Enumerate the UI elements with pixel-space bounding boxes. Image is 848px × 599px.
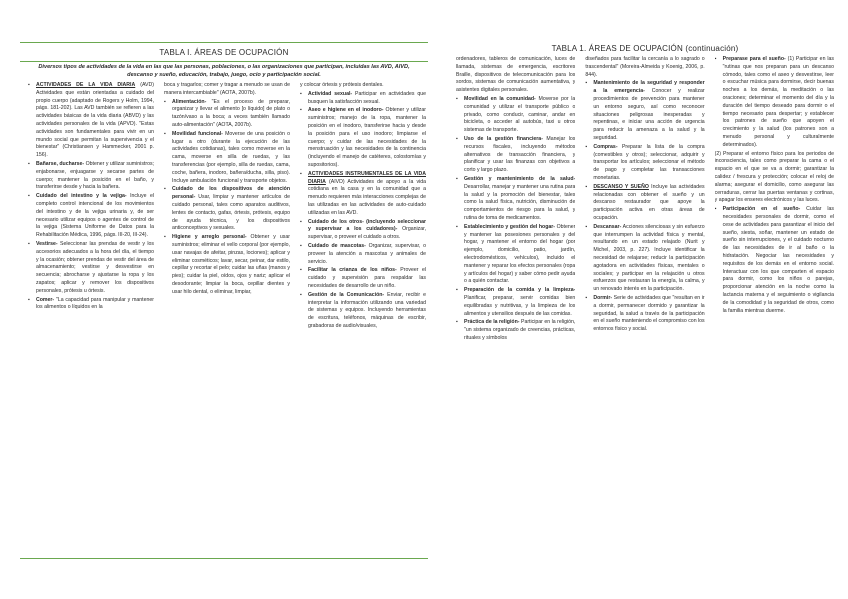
item-text: Obtener y mantener las posesiones personales y del hogar, y mantener el entorno del hogar (por ejemplo, domicilio, patio, jardín, electrodomésticos, vehículos), incluido el mantener y reparar los efectos personales (ropa y artículos del hogar) y saber cómo pedir ayuda o a quién contactar. xyxy=(464,223,576,285)
title-underline xyxy=(20,61,428,62)
continued-text xyxy=(164,82,290,98)
item-title: Bañarse, ducharse- xyxy=(36,160,85,167)
item-text: y colocar órtesis y prótesis dentales. xyxy=(300,82,384,88)
right-page-title: TABLA 1. ÁREAS DE OCUPACIÓN (continuación) xyxy=(551,44,739,53)
list-item xyxy=(585,224,704,294)
item-title: Actividad sexual- xyxy=(308,90,353,97)
item-title: Preparación de la comida y la limpieza- xyxy=(464,287,576,294)
item-title: Gestión de la Comunicación- xyxy=(308,291,385,298)
item-title: Cuidado de los otros- (incluyendo seleccionar y supervisar a los cuidadores)- xyxy=(308,218,426,233)
right-column-1 xyxy=(456,56,575,578)
list-item xyxy=(28,161,154,192)
item-text: Acciones silenciosas y sin esfuerzo que interrumpen la actividad física y mental, resultando en un estado relajado (Nurit y Michel, 2003, p. 227). Incluye identificar la necesidad de relajarse; reducir la participación agotadora en actividades físicas, mentales o sociales; y participar en la relajación u otros esfuerzos que restauran la energía, la calma, y un renovado interés en la participación. xyxy=(593,223,705,293)
list-item xyxy=(164,131,290,186)
item-title: Higiene y arreglo personal- xyxy=(172,234,247,241)
item-text: Obtener y utilizar suministros; manejo de la ropa, mantener la posición en el inodoro, transferirse hacia y desde la posición para el uso inodoro; limpiarse el cuerpo; y cuidar de las necesidades de la menstruación y las necesidades de la continencia (incluyendo el manejo de catéteres, colostomías y supositorios). xyxy=(308,107,426,168)
item-text: boca y tragarlos; comer y tragar a menudo se usan de manera intercambiable" (AOTA, 2007b). xyxy=(164,82,290,96)
right-column-3 xyxy=(715,56,834,578)
item-text: Organizar, supervisar, o proveer el cuidado a otros. xyxy=(308,226,426,241)
item-title: Gestión y mantenimiento de la salud- xyxy=(464,175,576,182)
list-item xyxy=(456,96,575,135)
list-item xyxy=(300,243,426,266)
item-text: Serie de actividades que "resultan en ir a dormir, permanecer dormido y garantizar la seguridad, la salud a través de la participación en el sueño manteniendo el compromiso con los entornos físico y social. xyxy=(593,294,705,333)
list-item xyxy=(585,144,704,183)
item-title: Vestirse- xyxy=(36,240,58,247)
item-title: Cuidado de mascotas- xyxy=(308,242,366,249)
item-text: (2) Preparar el entorno físico para los periodos de inconsciencia, tales como preparar la cama o el espacio en el que se va a dormir; garantizar la calidez / frescura y protección; colocar el reloj de alarma; asegurar el domicilio, como asegurar las cerraduras, cerrar las puertas ventanas y cortinas, y apagar los enseres electrónicos y las luces. xyxy=(714,150,834,204)
item-text: "Es el proceso de preparar, organizar y llevar el alimento [o líquido] de plato o tazón/vaso a la boca; a veces también llamado auto-alimentación" (AOTA, 2007b). xyxy=(172,98,290,128)
list-item xyxy=(300,267,426,290)
list-item xyxy=(164,99,290,130)
item-title: Facilitar la crianza de los niños- xyxy=(308,267,397,274)
list-item xyxy=(300,219,426,242)
left-page-title: TABLA I. ÁREAS DE OCUPACIÓN xyxy=(159,48,289,57)
item-title: Aseo e higiene en el inodoro- xyxy=(308,107,384,114)
table-subtitle: Diversos tipos de actividades de la vida en las que las personas, poblaciones, o las organizaciones que participan, incluidas las AVD, AIVD, descanso y sueño, educación, trabajo, juego, ocio y participación social. xyxy=(38,64,410,78)
item-title: ACTIVIDADES INSTRUMENTALES DE LA VIDA DIARIA xyxy=(308,170,426,185)
continued-text xyxy=(300,82,426,90)
item-text: (1) Participar en las "rutinas que nos preparan para un descanso cómodo, tales como el aseo y desvestirse, leer o escuchar música para dormirse, decir buenas noches a los demás, la meditación o las oraciones; determinar el momento del día y la duración del tiempo deseado para dormir o el tiempo necesario para despertar; y establecer los patrones de sueño que apoyen el crecimiento y la salud (los patrones son a menudo personal y culturalmente determinados). xyxy=(722,56,834,148)
left-page xyxy=(20,38,428,578)
list-item xyxy=(715,56,834,150)
item-title: Mantenimiento de la seguridad y responder a la emergencia- xyxy=(593,80,705,95)
item-text: Moverse por la comunidad y utilizar el transporte público o privado, como conducir, caminar, andar en bicicleta, o acceder al autobús, taxi u otros sistemas de transporte. xyxy=(464,95,576,134)
item-text: Usar, limpiar y mantener artículos de cuidado personal, tales como aparatos auditivos, lentes de contacto, gafas, órtesis, prótesis, equipo de ayuda técnica, y los dispositivos anticonceptivos y sexuales. xyxy=(172,194,290,232)
item-text: Cuidar las necesidades personales de dormir, como el cese de actividades para garantizar el inicio del sueño, siesta, soñar, mantener un estado de sueño sin interrupciones, y el cuidado nocturno de las necesidades de ir al baño o la hidratación. Negociar las necesidades y requisitos de los demás en el entorno social. Interactuar con los que comparten el espacio para dormir, como los niños o parejas, proporcionar atención en la noche como la lactancia materna y el seguimiento o vigilancia de la comodidad y la seguridad de otros, como la familia mientras duerme. xyxy=(722,206,834,314)
item-text: Obtener y utilizar suministros; enjabonarse, enjuagarse y secarse partes de cuerpo; mantener la posición en el baño, y transferirse desde y hacia la bañera. xyxy=(36,160,154,191)
item-text: Manejar los recursos fiscales, incluyendo métodos alternativos de transacción financiera, y planificar y usar las finanzas con objetivos a corto y largo plazo. xyxy=(464,135,576,174)
left-column-1 xyxy=(28,82,154,572)
list-item xyxy=(300,292,426,331)
item-title: Práctica de la religión- xyxy=(464,319,520,326)
item-text: (AIVD) Actividades de apoyo a la vida cotidiana en la casa y en la comunidad que a menudo requieren más interacciones complejas de las utilizadas en las actividades de auto-cuidado utilizadas en las AVD. xyxy=(308,178,426,216)
list-item xyxy=(456,319,575,342)
item-title: Uso de la gestión financiera- xyxy=(464,135,543,142)
item-title: Movilidad funcional- xyxy=(172,130,223,137)
item-text: Preparar la lista de la compra (comestibles y otros); seleccionar, adquirir y transportar los artículos; seleccionar el método de pago y completar las transacciones monetarias. xyxy=(593,143,705,181)
item-title: Cuidado de los dispositivos de atención personal- xyxy=(172,186,290,201)
list-item xyxy=(164,234,290,296)
left-columns xyxy=(28,82,426,572)
list-item xyxy=(456,224,575,286)
list-item xyxy=(300,91,426,107)
item-text: Moverse de una posición o lugar a otro (durante la ejecución de las actividades cotidianas), tales como moverse en la cama, moverse en silla de ruedas, y las transferencias (por ejemplo, silla de ruedas, cama, coche, bañera, inodoro, bañera/ducha, silla, piso). Incluye ambulación funcional y transporte objetos. xyxy=(172,130,290,184)
item-text: Obtener y usar suministros; eliminar el vello corporal (por ejemplo, usar navajas de afeitar, pinzas, lociones); aplicar y eliminar cosméticos; lavar, secar, peinar, dar estilo, cepillar y recortar el pelo; cuidar las uñas (manos y pies); cuidar la piel, oídos, ojos y nariz; aplicar el desodorante; limpiar la boca, cepillar dientes y usar hilo dental, o eliminar, limpiar, xyxy=(172,234,290,295)
item-text: Seleccionar las prendas de vestir y los accesorios adecuados a la hora del día, el tiempo y la ocasión; obtener prendas de vestir del área de almacenamiento; vestirse y desvestirse en secuencia; abrocharse y ajustarse la ropa y los zapatos; aplicar y remover los dispositivos personales, prótesis u órtesis. xyxy=(36,240,154,294)
item-text: Desarrollar, manejar y mantener una rutina para la salud y la promoción del bienestar, tales como la salud física, nutrición, disminución de comportamientos de riesgo para la salud, y rutina de toma de medicamentos. xyxy=(464,183,576,221)
continued-text xyxy=(456,56,575,95)
item-text: Planificar, preparar, servir comidas bien equilibradas y nutritivas, y la limpieza de los alimentos y utensilios después de las comidas. xyxy=(464,294,576,317)
left-column-2 xyxy=(164,82,290,572)
item-text: (AVD) Actividades que están orientadas a cuidado del propio cuerpo (adaptado de Rogers y Holm, 1994, págs. 181-202). Las AVD también se refieren a las actividades básicas de la vida diaria (ABVD) y las actividades personales de la vida (APVD). "Estas actividades son fundamentales para vivir en un mundo social que permitan la supervivencia y el bienestar" (Christiansen y Hammecker, 2001 p. 156). xyxy=(36,82,154,159)
bottom-rule xyxy=(20,558,428,559)
list-item xyxy=(28,241,154,296)
item-title: Movilidad en la comunidad- xyxy=(464,95,536,102)
item-text: Incluye el completo control intencional de los movimientos del intestino y de la vejiga urinaria y, de ser necesario utilizar equipos o agentes de control de la vejiga (Sistema Uniforme de Datos para la Rehabilitación Médica, 1996, págs. III-20, III-24). xyxy=(36,193,154,239)
item-title: Compras- xyxy=(593,143,618,150)
list-item xyxy=(585,80,704,142)
list-item xyxy=(585,295,704,334)
continued-text xyxy=(585,56,704,79)
item-title: Comer- xyxy=(36,296,55,303)
list-item xyxy=(456,176,575,223)
item-title: Preparase para el sueño- xyxy=(722,56,786,62)
list-item xyxy=(585,184,704,223)
item-title: ACTIVIDADES DE LA VIDA DIARIA xyxy=(36,82,136,88)
item-text: Organizar, supervisar, o proveer la atención a mascotas y animales de servicio. xyxy=(308,242,426,265)
list-item xyxy=(715,206,834,315)
item-title: Cuidado del intestino y la vejiga- xyxy=(36,193,127,200)
list-item xyxy=(28,82,154,160)
item-text: Conocer y realizar procedimientos de prevención para mantener un entorno seguro, así como reconocer situaciones peligrosas inesperadas y repentinas, e iniciar una acción de urgencia para reducir la amenaza a la salud y la seguridad. xyxy=(593,88,705,141)
item-text: diseñados para facilitar la cercanía a lo sagrado o trascendental" (Moreira-Almeida y Koenig, 2006, p. 844). xyxy=(585,56,705,78)
list-item xyxy=(28,297,154,313)
item-title: Descansar- xyxy=(593,223,622,230)
list-item xyxy=(456,136,575,175)
item-text: ordenadores, tableros de comunicación, luces de llamada, sistemas de emergencia, escritores Braille, dispositivos de telecomunicación para los sordos, sistemas de comunicación aumentativa, y asistentes digitales personales. xyxy=(456,56,576,94)
item-text: Participar en actividades que busquen la satisfacción sexual. xyxy=(308,90,426,105)
right-column-2 xyxy=(585,56,704,578)
list-item xyxy=(300,171,426,218)
continued-text xyxy=(715,151,834,206)
list-item xyxy=(28,193,154,240)
item-title: Alimentación- xyxy=(172,98,207,105)
item-text: Participar en la religión, "un sistema organizado de creencias, prácticas, rituales y símbolos xyxy=(464,319,576,341)
list-item xyxy=(456,287,575,318)
right-page xyxy=(456,38,834,578)
item-title: Establecimiento y gestión del hogar- xyxy=(464,223,556,230)
list-item xyxy=(300,107,426,169)
item-text: Enviar, recibir e interpretar la información utilizando una variedad de sistemas y equipos. Incluyendo herramientas de escritura, teléfonos, máquinas de escribir, grabadoras de audio/visuales, xyxy=(308,291,426,329)
top-rule xyxy=(20,42,428,43)
left-column-3 xyxy=(300,82,426,572)
item-title: Dormir- xyxy=(593,294,613,301)
right-columns xyxy=(456,56,834,578)
item-text: "La capacidad para manipular y mantener los alimentos o líquidos en la xyxy=(36,296,154,311)
item-title: Participación en el sueño- xyxy=(722,206,801,213)
item-text: Proveer el cuidado y supervisión para respaldar las necesidades de desarrollo de un niño. xyxy=(308,267,426,289)
list-item xyxy=(164,186,290,233)
item-title: DESCANSO Y SUEÑO xyxy=(593,183,649,190)
item-text: Incluye las actividades relacionadas con obtener el sueño y un descanso restaurador que apoye la participación activa en otras áreas de ocupación. xyxy=(593,183,705,221)
